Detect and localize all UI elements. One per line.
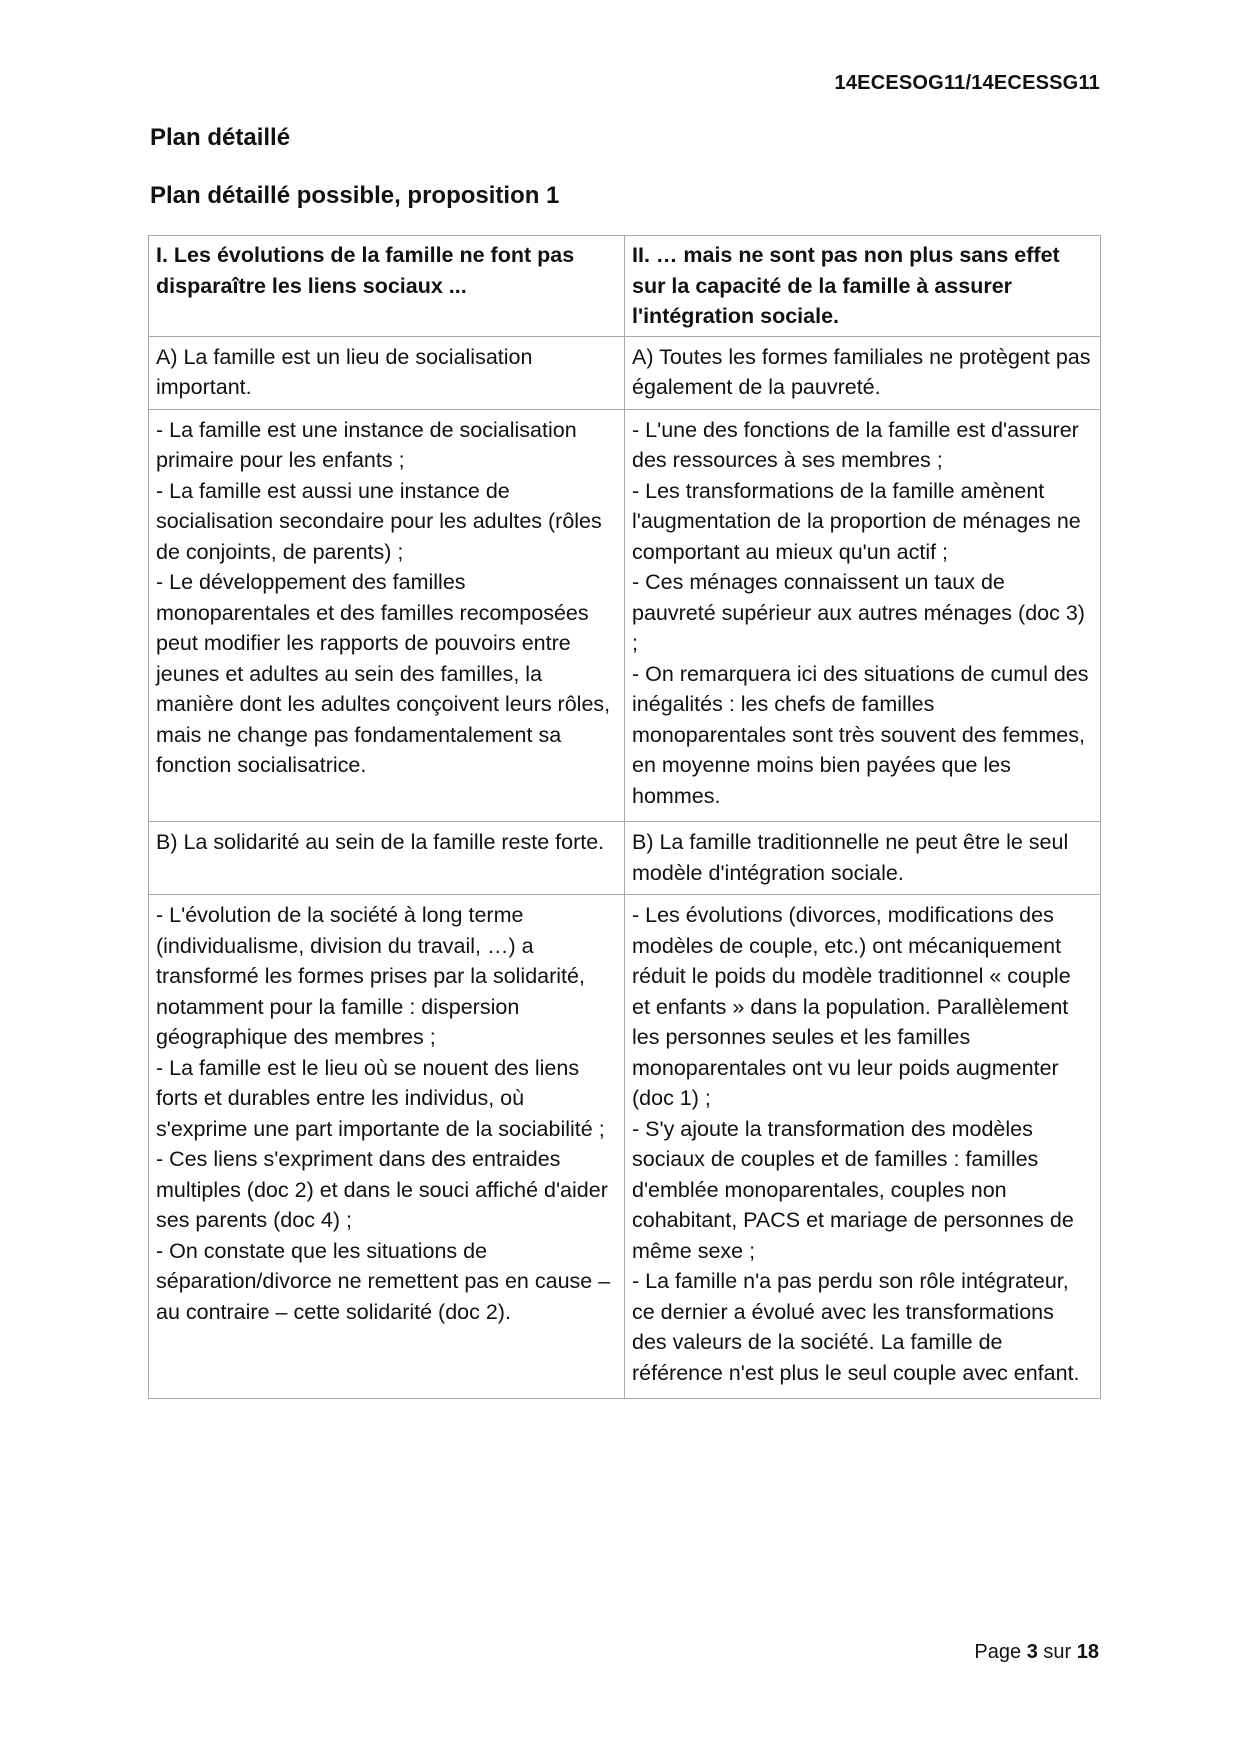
document-code: 14ECESOG11/14ECESSG11	[834, 72, 1100, 94]
table-header-row	[149, 236, 1101, 337]
list-item: - Les transformations de la famille amènent l'augmentation de la proportion de ménages ne comportant au mieux qu'un actif ;	[632, 478, 1081, 564]
list-item: - Les évolutions (divorces, modifications des modèles de couple, etc.) ont mécaniquement réduit le poids du modèle traditionnel « couple et enfants » dans la population. Parallèlement les personnes seules et les familles monoparentales ont vu leur poids augmenter (doc 1) ;	[632, 903, 1071, 1110]
plan-table	[148, 235, 1101, 1399]
list-item: - S'y ajoute la transformation des modèles sociaux de couples et de familles : familles d'emblée monoparentales, couples non cohabitant, PACS et mariage de personnes de même sexe ;	[632, 1116, 1074, 1263]
part-1a-content	[149, 409, 625, 822]
list-item: - La famille n'a pas perdu son rôle intégrateur, ce dernier a évolué avec les transformations des valeurs de la société. La famille de référence n'est plus le seul couple avec enfant.	[632, 1269, 1080, 1385]
page-separator: sur	[1043, 1641, 1072, 1663]
list-item: - Le développement des familles monoparentales et des familles recomposées peut modifier les rapports de pouvoirs entre jeunes et adultes au sein des familles, la manière dont les adultes conçoivent leurs rôles, mais ne change pas fondamentalement sa fonction socialisatrice.	[156, 570, 611, 777]
page-number	[974, 1641, 1099, 1664]
page-current: 3	[1026, 1641, 1038, 1663]
col1-header: I. Les évolutions de la famille ne font pas disparaître les liens sociaux ...	[149, 236, 625, 337]
list-item: - Ces ménages connaissent un taux de pauvreté supérieur aux autres ménages (doc 3) ;	[632, 570, 1085, 655]
part-1a-title: A) La famille est un lieu de socialisation important.	[149, 336, 625, 409]
list-item: - La famille est une instance de socialisation primaire pour les enfants ;	[156, 417, 577, 472]
col2-header: II. … mais ne sont pas non plus sans effet sur la capacité de la famille à assurer l'intégration sociale.	[625, 236, 1101, 337]
list-item: - On constate que les situations de séparation/divorce ne remettent pas en cause – au contraire – cette solidarité (doc 2).	[156, 1238, 611, 1324]
list-item: - La famille est aussi une instance de socialisation secondaire pour les adultes (rôles de conjoints, de parents) ;	[156, 478, 602, 564]
section-subtitle: Plan détaillé possible, proposition 1	[150, 182, 560, 209]
table-row-b-content	[149, 895, 1101, 1399]
page-title: Plan détaillé	[150, 124, 291, 151]
part-2b-title: B) La famille traditionnelle ne peut être le seul modèle d'intégration sociale.	[625, 822, 1101, 895]
table-row-a-titles	[149, 336, 1101, 409]
part-1b-content	[149, 895, 625, 1399]
list-item: - On remarquera ici des situations de cumul des inégalités : les chefs de familles monoparentales sont très souvent des femmes, en moyenne moins bien payées que les hommes.	[632, 661, 1089, 808]
list-item: - La famille est le lieu où se nouent des liens forts et durables entre les individus, où s'exprime une part importante de la sociabilité ;	[156, 1055, 605, 1141]
page-word: Page	[974, 1641, 1022, 1663]
page-total: 18	[1076, 1641, 1099, 1663]
list-item: - L'une des fonctions de la famille est d'assurer des ressources à ses membres ;	[632, 417, 1079, 472]
table-row-a-content	[149, 409, 1101, 822]
part-2b-content	[625, 895, 1101, 1399]
list-item: - Ces liens s'expriment dans des entraides multiples (doc 2) et dans le souci affiché d'aider ses parents (doc 4) ;	[156, 1147, 608, 1232]
part-2a-content	[625, 409, 1101, 822]
table-row-b-titles	[149, 822, 1101, 895]
part-1b-title: B) La solidarité au sein de la famille reste forte.	[149, 822, 625, 895]
part-2a-title: A) Toutes les formes familiales ne protègent pas également de la pauvreté.	[625, 336, 1101, 409]
list-item: - L'évolution de la société à long terme (individualisme, division du travail, …) a transformé les formes prises par la solidarité, notamment pour la famille : dispersion géographique des membres ;	[156, 903, 585, 1049]
